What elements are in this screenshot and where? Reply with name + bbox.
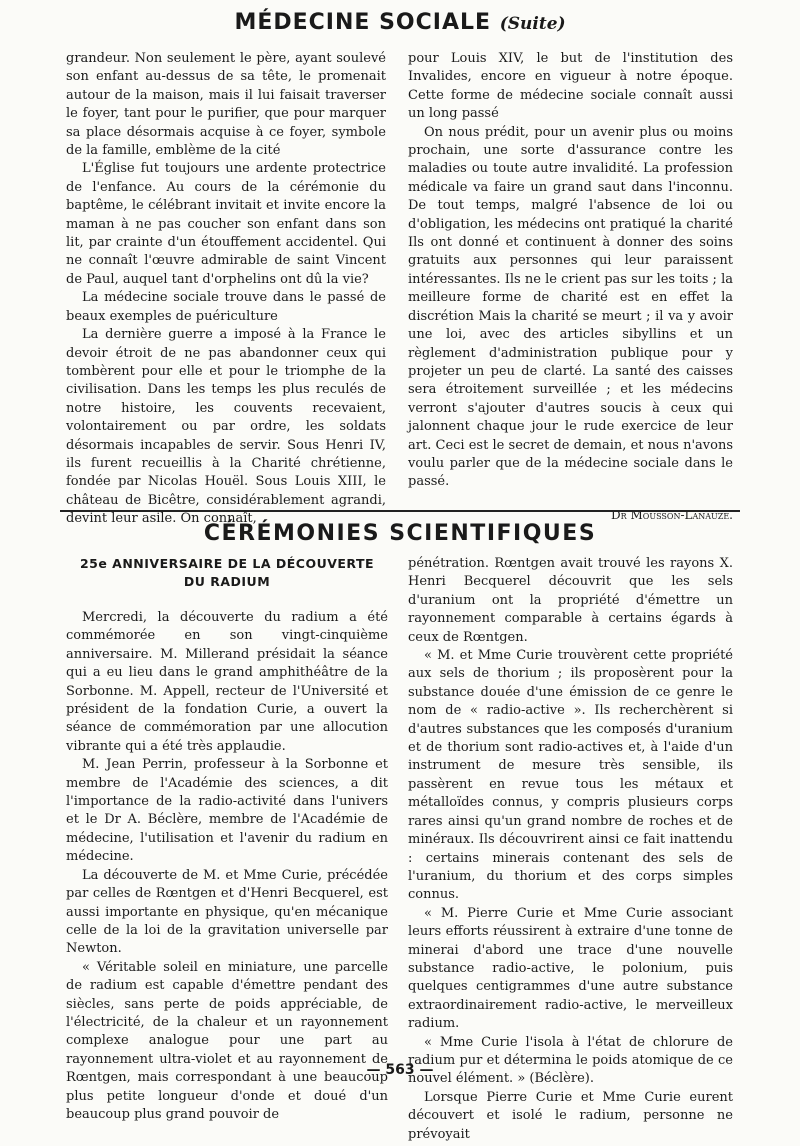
paragraph: « Mme Curie l'isola à l'état de chlorure de radium pur et détermina le poids atomique de ce nouvel élément. » (Béclère).: [408, 1034, 733, 1087]
page-number: — 563 —: [366, 1062, 434, 1078]
paragraph: La dernière guerre a imposé à la France le devoir étroit de ne pas abandonner ceux qui tombèrent pour elle et pour le triomphe de la civilisation. Dans les temps les plus reculés de notre histoire, les couvents recevaient, volontairement ou par ordre, les soldats désormais incapables de servir. Sous Henri IV, ils furent recueillis à la Charité chrétienne, fondée par Nicolas Houël. Sous Louis XIII, le château de Bicêtre, considérablement agrandi, devint leur asile. On connaît,: [66, 327, 386, 527]
section-title: [0, 10, 800, 35]
article2-right-column: [408, 555, 733, 1144]
author-signature: Dr Mousson-Lanauze.: [611, 507, 733, 522]
subtitle-line: DU RADIUM: [183, 574, 271, 589]
paragraph: « Véritable soleil en miniature, une parcelle de radium est capable d'émettre pendant des siècles, sans perte de poids appréciable, de l'électricité, de la chaleur et un rayonnement complexe analogue pour une part au rayonnement ultra-violet et au rayonnement de Rœntgen, mais correspondant à une beaucoup plus petite longueur d'onde et doué d'un beaucoup plus grand pouvoir de: [66, 959, 388, 1122]
article2-subtitle: [66, 555, 388, 591]
paragraph: On nous prédit, pour un avenir plus ou moins prochain, une sorte d'assurance contre les maladies ou toute autre invalidité. La profession médicale va faire un grand saut dans l'inconnu. De tout temps, malgré l'absence de loi ou d'obligation, les médecins ont pratiqué la charité Ils ont donné et continuent à donner des soins gratuits aux personnes qui leur paraissent intéressantes. Ils ne le crient pas sur les toits ; la meilleure forme de charité est en effet la discrétion Mais la charité se meurt ; il va y avoir une loi, avec des articles sibyllins et un règlement d'administration publique pour y projeter un peu de clarté. La santé des caisses sera étroitement surveillée ; et les médecins verront s'ajouter d'autres soucis à ceux qui jalonnent chaque jour le rude exercice de leur art. Ceci est le secret de demain, et nous n'avons voulu parler que de la médecine sociale dans le passé.: [408, 124, 733, 490]
title-suite: (Suite): [499, 14, 566, 34]
subtitle-line: 25e ANNIVERSAIRE DE LA DÉCOUVERTE: [79, 556, 375, 571]
section2-title: CÉRÉMONIES SCIENTIFIQUES: [203, 521, 597, 546]
paragraph: Mercredi, la découverte du radium a été commémorée en son vingt-cinquième anniversaire. M. Millerand présidait la séance qui a eu lieu dans le grand amphithéâtre de la Sorbonne. M. Appell, recteur de l'Université et président de la fondation Curie, a ouvert la séance de commémoration par une allocution vibrante qui a été très applaudie.: [66, 610, 388, 754]
paragraph: Lorsque Pierre Curie et Mme Curie eurent découvert et isolé le radium, personne ne prévoyait: [408, 1089, 733, 1142]
paragraph: L'Église fut toujours une ardente protectrice de l'enfance. Au cours de la cérémonie du baptême, le célébrant invitait et invite encore la maman à ne pas coucher son enfant dans son lit, par crainte d'un étouffement accidentel. Qui ne connaît l'œuvre admirable de saint Vincent de Paul, auquel tant d'orphelins ont dû la vie?: [66, 161, 386, 287]
article2-left-column: [66, 555, 388, 1124]
paragraph: La découverte de M. et Mme Curie, précédée par celles de Rœntgen et d'Henri Becquerel, est aussi importante en physique, qu'en mécanique celle de la loi de la gravitation universelle par Newton.: [66, 867, 388, 957]
paragraph: pour Louis XIV, le but de l'institution des Invalides, encore en vigueur à notre époque. Cette forme de médecine sociale connaît aussi un long passé: [408, 51, 733, 122]
paragraph: pénétration. Rœntgen avait trouvé les rayons X. Henri Becquerel découvrit que les sels d'uranium ont la propriété d'émettre un rayonnement comparable à certains égards à ceux de Rœntgen.: [408, 556, 733, 645]
article1-right-column: [408, 50, 733, 524]
paragraph: grandeur. Non seulement le père, ayant soulevé son enfant au-dessus de sa tête, le promenait autour de la maison, mais il lui faisait traverser le foyer, tant pour le purifier, que pour marquer sa place désormais acquise à ce foyer, symbole de la famille, emblème de la cité: [66, 51, 386, 159]
section-divider: [60, 510, 740, 512]
article1-left-column: [66, 50, 386, 529]
paragraph: « M. et Mme Curie trouvèrent cette propriété aux sels de thorium ; ils proposèrent pour la substance douée d'une émission de ce genre le nom de « radio-active ». Ils recherchèrent si d'autres substances que les composés d'uranium et de thorium sont radio-actives et, à l'aide d'un instrument de mesure très sensible, ils passèrent en revue tous les métaux et métalloïdes connus, y compris plusieurs corps rares ainsi qu'un grand nombre de roches et de minéraux. Ils découvrirent ainsi ce fait inattendu : certains minerais contenant des sels de l'uranium, du thorium et des corps simples connus.: [408, 648, 733, 903]
title-text: MÉDECINE SOCIALE: [234, 10, 492, 35]
paragraph: La médecine sociale trouve dans le passé de beaux exemples de puériculture: [66, 290, 386, 324]
paragraph: M. Jean Perrin, professeur à la Sorbonne et membre de l'Académie des sciences, a dit l'importance de la radio-activité dans l'univers et le Dr A. Béclère, membre de l'Académie de médecine, l'utilisation et l'avenir du radium en médecine.: [66, 757, 388, 865]
paragraph: « M. Pierre Curie et Mme Curie associant leurs efforts réussirent à extraire d'une tonne de minerai d'abord une trace d'une nouvelle substance radio-active, le polonium, puis quelques centigrammes d'une autre substance extraordinairement radio-active, le merveilleux radium.: [408, 905, 733, 1032]
